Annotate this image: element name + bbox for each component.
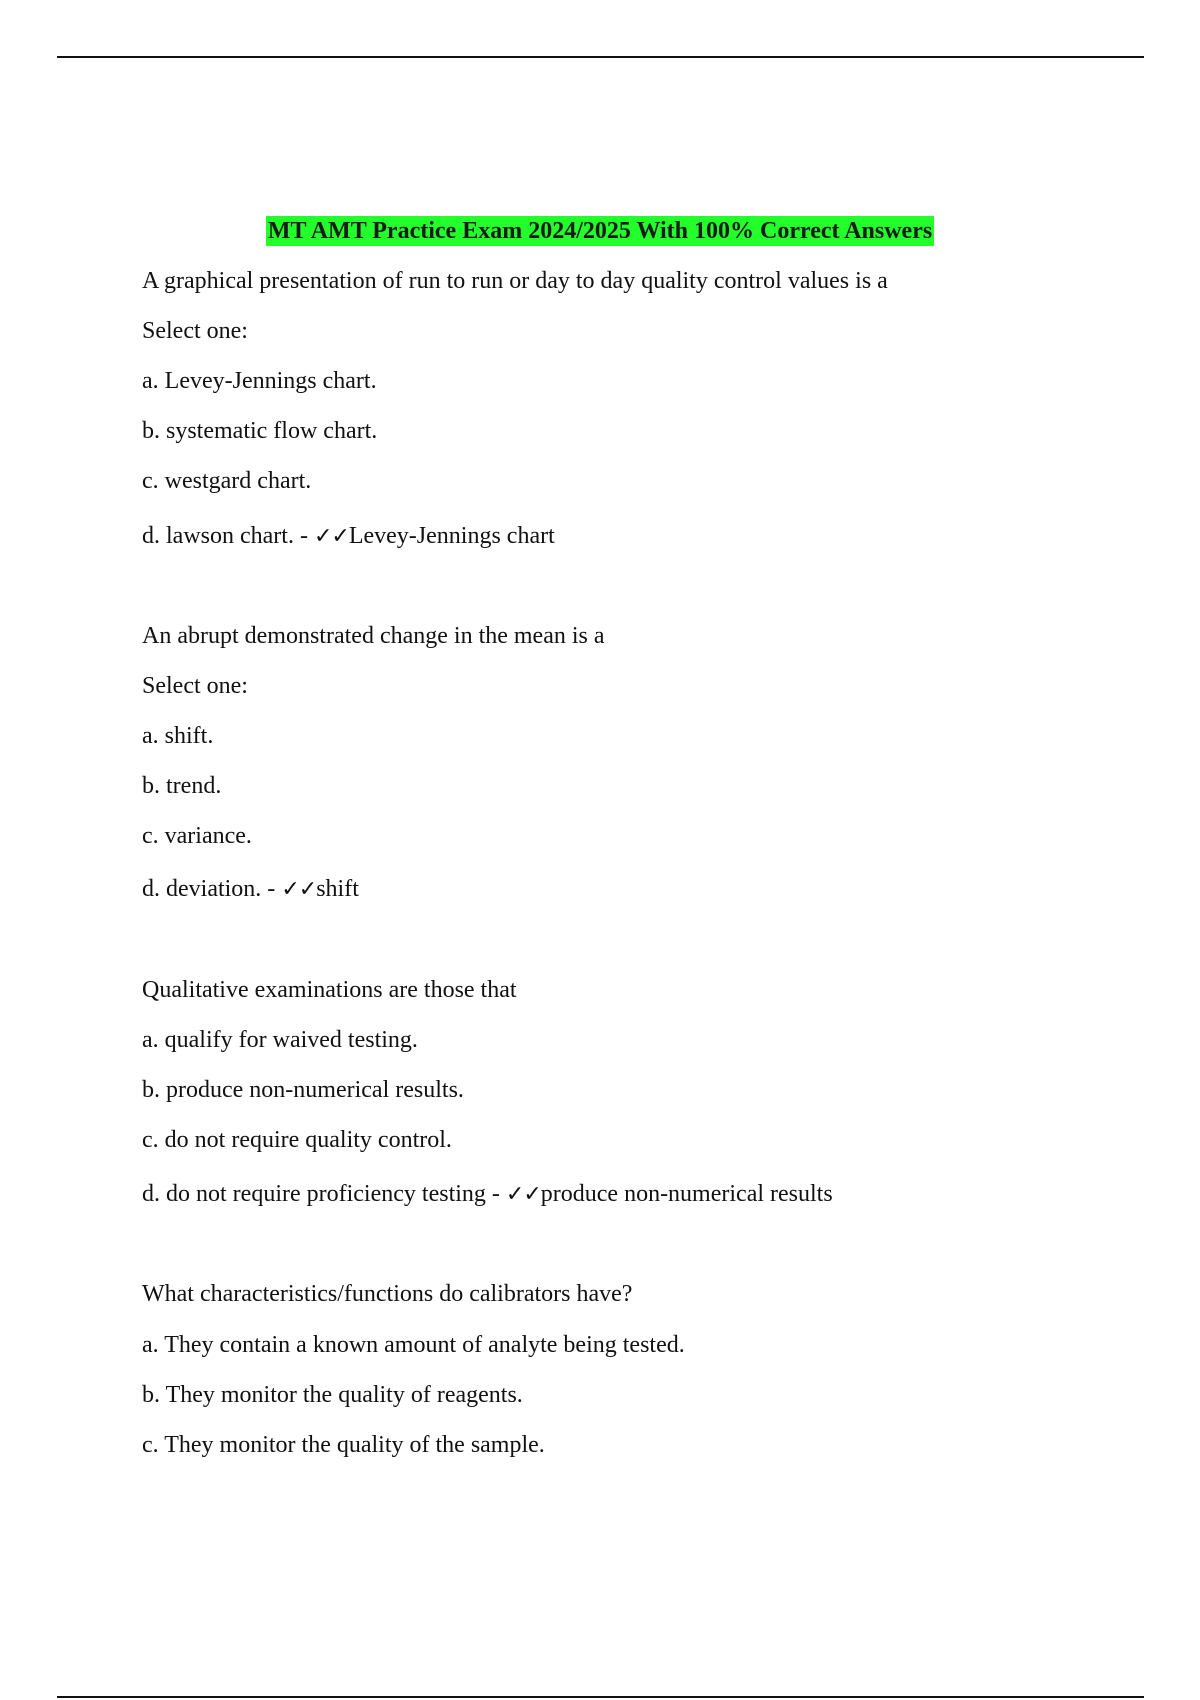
question-2-option-b: b. trend. bbox=[142, 773, 222, 799]
question-1-instruction: Select one: bbox=[142, 318, 248, 344]
question-3-option-b: b. produce non-numerical results. bbox=[142, 1077, 464, 1103]
question-2-option-c: c. variance. bbox=[142, 823, 252, 849]
question-1-prompt: A graphical presentation of run to run or day to day quality control values is a bbox=[142, 268, 888, 294]
question-3-option-d-text: d. do not require proficiency testing - bbox=[142, 1181, 506, 1207]
question-2-prompt: An abrupt demonstrated change in the mean is a bbox=[142, 623, 605, 649]
double-check-icon: ✓✓ bbox=[505, 1182, 541, 1207]
footer-rule bbox=[57, 1696, 1144, 1698]
double-check-icon: ✓✓ bbox=[281, 877, 317, 902]
title-container bbox=[0, 216, 1200, 246]
question-4-option-b: b. They monitor the quality of reagents. bbox=[142, 1382, 523, 1408]
question-3-option-c: c. do not require quality control. bbox=[142, 1127, 452, 1153]
question-4-option-c: c. They monitor the quality of the sample. bbox=[142, 1432, 545, 1458]
question-3-answer: produce non-numerical results bbox=[540, 1181, 833, 1207]
question-1-option-c: c. westgard chart. bbox=[142, 468, 312, 494]
question-2-option-d bbox=[142, 874, 359, 905]
question-1-answer: Levey-Jennings chart bbox=[348, 523, 555, 549]
question-1-option-d-text: d. lawson chart. - bbox=[142, 523, 314, 549]
question-3-prompt: Qualitative examinations are those that bbox=[142, 977, 517, 1003]
question-2-option-d-text: d. deviation. - bbox=[142, 876, 282, 902]
question-1-option-d bbox=[142, 521, 555, 552]
question-2-answer: shift bbox=[316, 876, 359, 902]
header-rule bbox=[57, 56, 1144, 58]
question-1-option-b: b. systematic flow chart. bbox=[142, 418, 378, 444]
question-1-option-a: a. Levey-Jennings chart. bbox=[142, 368, 377, 394]
question-3-option-a: a. qualify for waived testing. bbox=[142, 1027, 418, 1053]
question-4-option-a: a. They contain a known amount of analyte being tested. bbox=[142, 1332, 685, 1358]
double-check-icon: ✓✓ bbox=[313, 524, 349, 549]
question-3-option-d bbox=[142, 1179, 833, 1210]
question-2-option-a: a. shift. bbox=[142, 723, 214, 749]
question-2-instruction: Select one: bbox=[142, 673, 248, 699]
document-title: MT AMT Practice Exam 2024/2025 With 100% Correct Answers bbox=[267, 218, 933, 244]
question-4-prompt: What characteristics/functions do calibrators have? bbox=[142, 1281, 633, 1307]
